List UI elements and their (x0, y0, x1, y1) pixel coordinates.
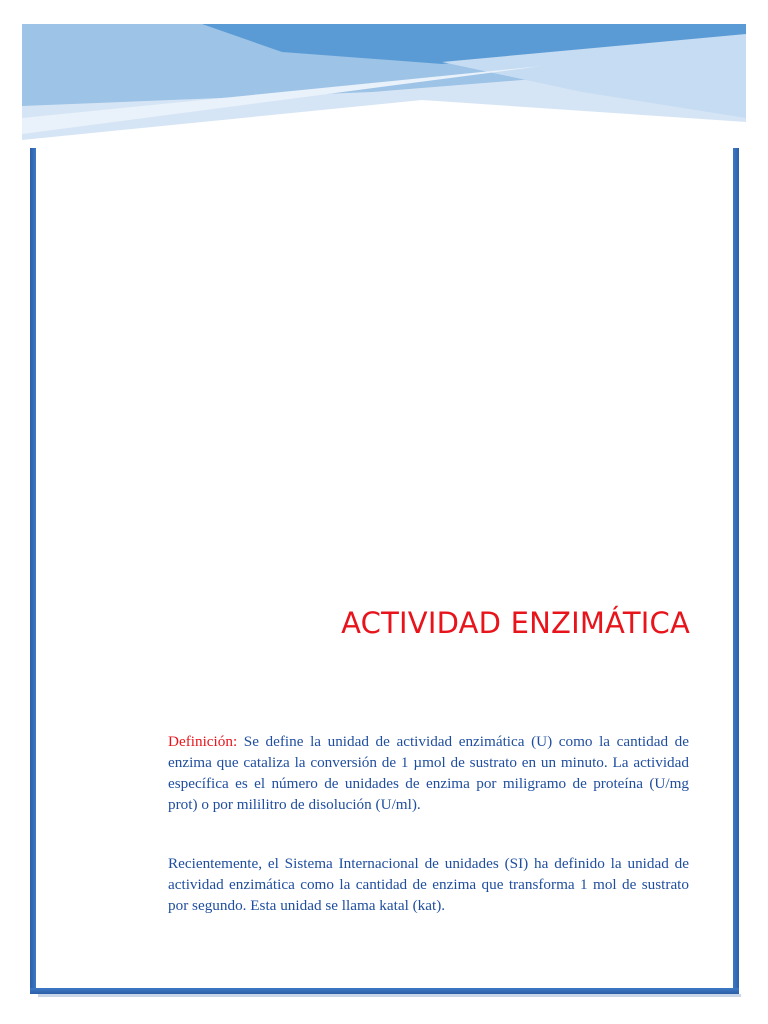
si-paragraph: Recientemente, el Sistema Internacional de unidades (SI) ha definido la unidad de actividad enzimática como la cantidad de enzima que transforma 1 mol de sustrato por segundo. Esta unidad se llama katal (kat). (168, 855, 689, 914)
frame-shadow (38, 994, 741, 997)
definition-label: Definición: (168, 733, 238, 750)
document-title: ACTIVIDAD ENZIMÁTICA (341, 606, 690, 640)
frame-left-border (30, 148, 36, 993)
header-banner (22, 22, 746, 140)
definition-paragraph (168, 731, 689, 815)
frame-right-border (733, 148, 739, 993)
definition-text: Se define la unidad de actividad enzimática (U) como la cantidad de enzima que cataliza la conversión de 1 µmol de sustrato en un minuto. La actividad específica es el número de unidades de enzima por miligramo de proteína (U/mg prot) o por mililitro de disolución (U/ml). (168, 733, 689, 813)
